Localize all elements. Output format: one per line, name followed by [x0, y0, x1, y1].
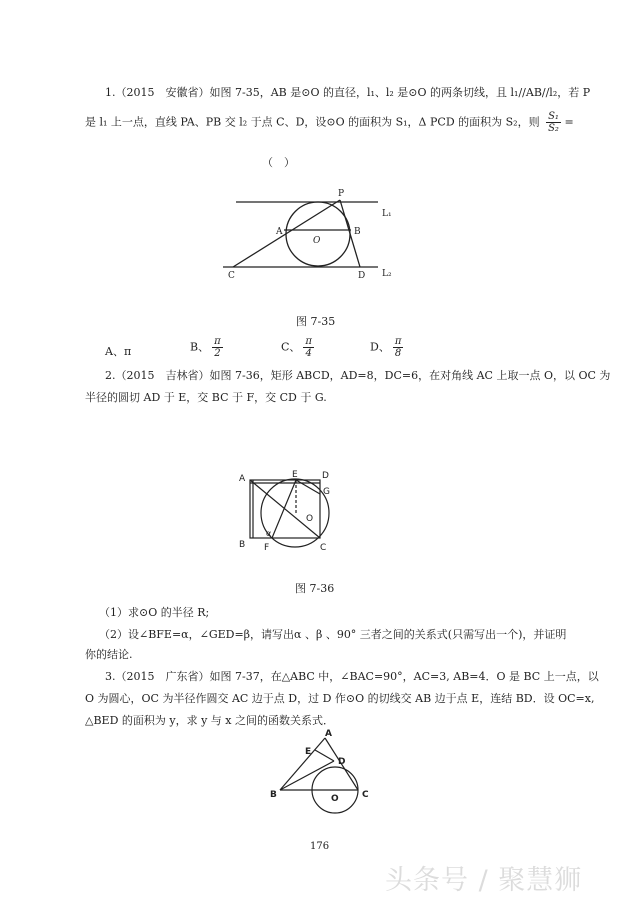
option-c-den: 4	[305, 348, 312, 359]
label-L2: L₂	[382, 269, 392, 279]
q2-line1: 2.（2015 吉林省）如图 7-36，矩形 ABCD，AD=8，DC=6，在对角线 AC 上取一点 O，以 OC 为	[105, 369, 611, 382]
q3-line1: 3.（2015 广东省）如图 7-37，在△ABC 中，∠BAC=90°，AC=3, AB=4．O 是 BC 上一点，以	[105, 670, 599, 683]
q1-answer-paren: （ ）	[262, 156, 295, 169]
label-D: D	[358, 271, 366, 281]
q2-sub1: （1）求⊙O 的半径 R;	[99, 606, 210, 619]
option-b-num: π	[214, 336, 221, 347]
q1-frac-eq: =	[564, 115, 574, 129]
label-L1: L₁	[382, 209, 392, 219]
label3-O: O	[331, 794, 339, 804]
option-d-letter: D、	[370, 340, 390, 354]
segment-ed	[315, 750, 334, 761]
q2-sub2-line2: 你的结论.	[85, 648, 133, 661]
label2-B: B	[239, 540, 246, 550]
page-number: 176	[310, 841, 330, 852]
q3-line3: △BED 的面积为 y，求 y 与 x 之间的函数关系式．	[85, 714, 335, 727]
label2-C: C	[320, 543, 327, 553]
segment-ba	[280, 738, 325, 790]
q1-line2-text: 是 l₁ 上一点，直线 PA、PB 交 l₂ 于点 C、D，设⊙O 的面积为 S₁，Δ PCD 的面积为 S₂，则	[85, 115, 540, 129]
label3-B: B	[270, 790, 277, 800]
label2-O: O	[306, 514, 314, 524]
fig-7-36-caption: 图 7-36	[295, 582, 335, 595]
q2-line2: 半径的圆切 AD 于 E，交 BC 于 F，交 CD 于 G.	[85, 391, 327, 404]
fig-7-35-caption: 图 7-35	[296, 315, 336, 328]
label2-F: F	[264, 543, 270, 553]
option-d-num: π	[394, 336, 402, 347]
label2-E: E	[292, 470, 298, 480]
option-a-letter: A、	[105, 345, 124, 358]
label-O: O	[313, 236, 321, 246]
option-c-letter: C、	[281, 340, 301, 354]
option-b-letter: B、	[190, 340, 210, 354]
label2-A: A	[239, 474, 246, 484]
label-P: P	[338, 189, 345, 199]
segment-bd	[280, 761, 334, 790]
label2-alpha: α	[266, 529, 272, 538]
option-d-den: 8	[394, 348, 402, 359]
q2-sub2-line1: （2）设∠BFE=α，∠GED=β，请写出α 、β 、90° 三者之间的关系式(只需写出一个)，并证明	[99, 628, 567, 641]
label3-A: A	[325, 729, 332, 739]
label-A: A	[276, 227, 283, 237]
label2-D: D	[322, 471, 329, 481]
q1-frac-den: S₂	[548, 123, 559, 134]
label3-C: C	[362, 790, 369, 800]
option-b-den: 2	[214, 348, 221, 359]
option-c-num: π	[305, 336, 312, 347]
label-B: B	[354, 227, 361, 237]
label2-G: G	[323, 487, 330, 497]
q3-line2: O 为圆心，OC 为半径作圆交 AC 边于点 D，过 D 作⊙O 的切线交 AB 边于点 E，连结 BD．设 OC=x,	[85, 692, 595, 705]
label-C: C	[228, 271, 235, 281]
label3-E: E	[305, 747, 312, 757]
watermark: 头条号 / 聚慧狮	[385, 865, 583, 896]
option-a-value: π	[123, 345, 132, 358]
q1-frac-num: S₁	[548, 111, 559, 122]
q1-line1: 1.（2015 安徽省）如图 7-35，AB 是⊙O 的直径，l₁、l₂ 是⊙O 的两条切线，且 l₁//AB//l₂，若 P	[105, 86, 591, 99]
label3-D: D	[338, 757, 346, 767]
